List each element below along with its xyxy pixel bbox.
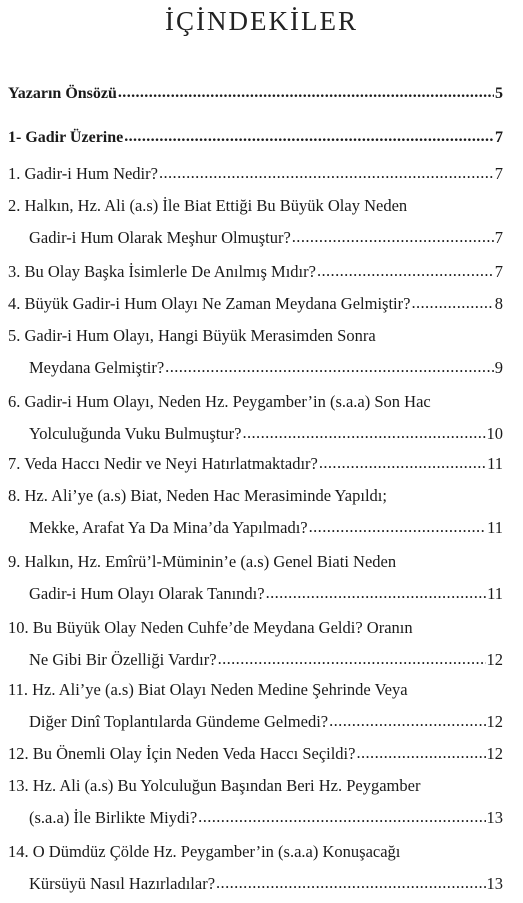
- toc-entry-line: [8, 193, 503, 225]
- toc-page-number: 12: [486, 744, 503, 763]
- dot-leader: [411, 290, 493, 316]
- toc-entry[interactable]: [8, 389, 503, 453]
- toc-entry-line: [8, 741, 503, 773]
- toc-entry-line: [8, 677, 503, 709]
- toc-entry-title: Diğer Dinî Toplantılarda Gündeme Gelmedi?: [29, 712, 329, 731]
- toc-entry-line: [8, 291, 503, 323]
- dot-leader: [218, 646, 486, 672]
- dot-leader: [165, 354, 494, 380]
- toc-entry-title: 5. Gadir-i Hum Olayı, Hangi Büyük Merasimden Sonra: [8, 326, 376, 345]
- toc-entry-title: Meydana Gelmiştir?: [29, 358, 165, 377]
- toc-entry[interactable]: [8, 451, 503, 483]
- toc-entry-title: 12. Bu Önemli Olay İçin Neden Veda Haccı Seçildi?: [8, 744, 356, 763]
- toc-entry-line: [8, 389, 503, 421]
- dot-leader: [292, 224, 494, 250]
- toc-entry-title: 3. Bu Olay Başka İsimlerle De Anılmış Mıdır?: [8, 262, 316, 281]
- dot-leader: [317, 258, 494, 284]
- toc-page-number: 11: [487, 584, 503, 603]
- toc-entry[interactable]: [8, 291, 503, 323]
- toc-entry-title: Kürsüyü Nasıl Hazırladılar?: [29, 874, 216, 893]
- toc-entry[interactable]: [8, 549, 503, 613]
- toc-entry-title: 11. Hz. Ali’ye (a.s) Biat Olayı Neden Medine Şehrinde Veya: [8, 680, 408, 699]
- toc-entry-line: [8, 805, 503, 837]
- toc-entry-line: [8, 451, 503, 483]
- toc-page-number: 12: [486, 650, 503, 669]
- dot-leader: [266, 580, 487, 606]
- toc-page-number: 7: [494, 164, 503, 183]
- toc-entry-line: [8, 323, 503, 355]
- toc-entry-title: 8. Hz. Ali’ye (a.s) Biat, Neden Hac Merasiminde Yapıldı;: [8, 486, 387, 505]
- toc-entry-line: [8, 839, 503, 871]
- toc-entry-line: [8, 225, 503, 257]
- toc-entry-line: [8, 871, 503, 903]
- toc-entry-line: [8, 355, 503, 387]
- toc-page-number: 11: [487, 454, 503, 473]
- toc-entry-line: [8, 125, 503, 157]
- toc-entry[interactable]: [8, 483, 503, 547]
- toc-page-number: 12: [486, 712, 503, 731]
- toc-entry-title: 7. Veda Haccı Nedir ve Neyi Hatırlatmaktadır?: [8, 454, 318, 473]
- toc-page-number: 7: [495, 129, 503, 146]
- toc-entry-line: [8, 483, 503, 515]
- toc-entry-title: 9. Halkın, Hz. Emîrü’l-Müminin’e (a.s) Genel Biati Neden: [8, 552, 397, 571]
- toc-entry[interactable]: [8, 741, 503, 773]
- dot-leader: [216, 870, 485, 896]
- dot-leader: [242, 420, 485, 446]
- toc-entry-title: 6. Gadir-i Hum Olayı, Neden Hz. Peygamber’in (s.a.a) Son Hac: [8, 392, 431, 411]
- toc-entry-line: [8, 615, 503, 647]
- dot-leader: [159, 160, 494, 186]
- toc-entry-title: (s.a.a) İle Birlikte Miydi?: [29, 808, 198, 827]
- toc-entry-title: 1- Gadir Üzerine: [8, 129, 124, 146]
- toc-page-number: 9: [494, 358, 503, 377]
- toc-page-number: 7: [494, 262, 503, 281]
- toc-entry[interactable]: [8, 193, 503, 257]
- toc-entry-line: [8, 549, 503, 581]
- toc-entry-title: Yazarın Önsözü: [8, 85, 117, 102]
- toc-entry-line: [8, 515, 503, 547]
- toc-entry-line: [8, 709, 503, 741]
- toc-entry[interactable]: [8, 323, 503, 387]
- dot-leader: [356, 740, 485, 766]
- toc-entry-line: [8, 581, 503, 613]
- toc-entry[interactable]: [8, 161, 503, 193]
- toc-page-number: 13: [486, 874, 503, 893]
- toc-entry-title: 10. Bu Büyük Olay Neden Cuhfe’de Meydana Geldi? Oranın: [8, 618, 413, 637]
- dot-leader: [319, 450, 486, 476]
- toc-entry-title: Gadir-i Hum Olayı Olarak Tanındı?: [29, 584, 265, 603]
- dot-leader: [309, 514, 486, 540]
- toc-entry[interactable]: [8, 615, 503, 679]
- toc-entry-title: Yolculuğunda Vuku Bulmuştur?: [29, 424, 242, 443]
- toc-page-number: 7: [494, 228, 503, 247]
- toc-entry-line: [8, 421, 503, 453]
- dot-leader: [124, 124, 494, 150]
- toc-page-number: 8: [494, 294, 503, 313]
- toc-page-number: 13: [486, 808, 503, 827]
- toc-entry[interactable]: [8, 773, 503, 837]
- toc-entry-line: [8, 647, 503, 679]
- toc-entry-title: Ne Gibi Bir Özelliği Vardır?: [29, 650, 217, 669]
- toc-entry[interactable]: [8, 259, 503, 291]
- dot-leader: [198, 804, 485, 830]
- toc-entry-line: [8, 259, 503, 291]
- toc-entry-title: Mekke, Arafat Ya Da Mina’da Yapılmadı?: [29, 518, 308, 537]
- toc-entry[interactable]: [8, 81, 503, 113]
- page-title: İÇİNDEKİLER: [165, 6, 358, 36]
- toc-entry[interactable]: [8, 839, 503, 903]
- toc-entry-title: 4. Büyük Gadir-i Hum Olayı Ne Zaman Meydana Gelmiştir?: [8, 294, 411, 313]
- toc-page-number: 5: [495, 85, 503, 102]
- toc-entry-title: 14. O Dümdüz Çölde Hz. Peygamber’in (s.a.a) Konuşacağı: [8, 842, 401, 861]
- toc-entry-title: 13. Hz. Ali (a.s) Bu Yolculuğun Başından Beri Hz. Peygamber: [8, 776, 421, 795]
- toc-entry-line: [8, 81, 503, 113]
- toc-entry-line: [8, 161, 503, 193]
- toc-entry[interactable]: [8, 125, 503, 157]
- dot-leader: [329, 708, 485, 734]
- toc-page-number: 10: [486, 424, 503, 443]
- toc-entry[interactable]: [8, 677, 503, 741]
- toc-page-number: 11: [487, 518, 503, 537]
- toc-entry-title: Gadir-i Hum Olarak Meşhur Olmuştur?: [29, 228, 291, 247]
- toc-entry-line: [8, 773, 503, 805]
- dot-leader: [118, 80, 494, 106]
- toc-entry-title: 2. Halkın, Hz. Ali (a.s) İle Biat Ettiği Bu Büyük Olay Neden: [8, 196, 408, 215]
- toc-entry-title: 1. Gadir-i Hum Nedir?: [8, 164, 158, 183]
